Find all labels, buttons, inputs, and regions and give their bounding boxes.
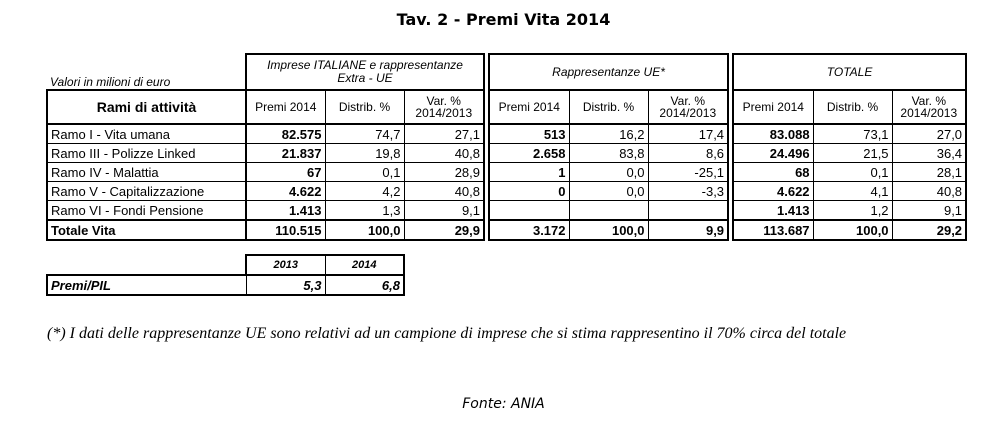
table-cell: 4,2 (325, 182, 404, 201)
row-label: Ramo V - Capitalizzazione (47, 182, 246, 201)
pil-value-2013: 5,3 (246, 275, 325, 295)
table-cell: 1.413 (246, 201, 325, 221)
col-header-var-line1: Var. % (911, 94, 947, 108)
col-header-var-line1: Var. % (426, 94, 461, 108)
table-cell: 17,4 (648, 124, 728, 144)
table-cell: 0,0 (569, 182, 648, 201)
table-cell (569, 201, 648, 221)
table-cell (648, 201, 728, 221)
col-header-totale-var (892, 90, 966, 124)
table-cell: 1 (489, 163, 569, 182)
table-cell: 3.172 (489, 220, 569, 240)
table-cell: 40,8 (404, 182, 484, 201)
table-cell: 113.687 (733, 220, 813, 240)
pil-year-2013: 2013 (246, 255, 325, 275)
col-header-ue-distrib: Distrib. % (569, 90, 648, 124)
table-cell: -3,3 (648, 182, 728, 201)
table-cell: 36,4 (892, 144, 966, 163)
table-cell: 68 (733, 163, 813, 182)
table-cell: 100,0 (325, 220, 404, 240)
table-cell: 29,9 (404, 220, 484, 240)
table-cell: 40,8 (404, 144, 484, 163)
table-row (47, 182, 966, 201)
col-header-italiane-premi: Premi 2014 (246, 90, 325, 124)
table-cell: -25,1 (648, 163, 728, 182)
table-cell: 9,9 (648, 220, 728, 240)
pil-value-2014: 6,8 (325, 275, 404, 295)
premi-pil-table (46, 254, 405, 296)
table-title: Tav. 2 - Premi Vita 2014 (396, 10, 611, 29)
group-header-italiane-line1: Imprese ITALIANE e rappresentanze (267, 58, 463, 72)
table-cell: 0,1 (813, 163, 892, 182)
col-header-var-line2: 2014/2013 (900, 106, 958, 120)
table-cell: 19,8 (325, 144, 404, 163)
table-cell (489, 201, 569, 221)
group-header-italiane (246, 54, 484, 90)
total-row (47, 220, 966, 240)
col-header-ue-premi: Premi 2014 (489, 90, 569, 124)
table-cell: 67 (246, 163, 325, 182)
table-cell: 28,9 (404, 163, 484, 182)
table-cell: 16,2 (569, 124, 648, 144)
table-cell: 24.496 (733, 144, 813, 163)
table-cell: 110.515 (246, 220, 325, 240)
table-cell: 1.413 (733, 201, 813, 221)
group-header-ue: Rappresentanze UE* (489, 54, 728, 90)
table-cell: 21.837 (246, 144, 325, 163)
table-cell: 83,8 (569, 144, 648, 163)
total-label: Totale Vita (47, 220, 246, 240)
col-header-var-line2: 2014/2013 (659, 106, 717, 120)
table-cell: 100,0 (569, 220, 648, 240)
table-cell: 73,1 (813, 124, 892, 144)
group-header-italiane-line2: Extra - UE (337, 71, 393, 85)
col-header-italiane-distrib: Distrib. % (325, 90, 404, 124)
table-cell: 4.622 (733, 182, 813, 201)
table-row (47, 163, 966, 182)
table-cell: 21,5 (813, 144, 892, 163)
row-label: Ramo III - Polizze Linked (47, 144, 246, 163)
table-cell: 29,2 (892, 220, 966, 240)
row-label: Ramo VI - Fondi Pensione (47, 201, 246, 221)
table-cell: 82.575 (246, 124, 325, 144)
premi-vita-table (46, 53, 967, 241)
table-cell: 40,8 (892, 182, 966, 201)
col-header-italiane-var (404, 90, 484, 124)
table-cell: 0,1 (325, 163, 404, 182)
units-label: Valori in milioni di euro (50, 75, 171, 89)
table-cell: 83.088 (733, 124, 813, 144)
table-cell: 27,0 (892, 124, 966, 144)
table-cell: 0,0 (569, 163, 648, 182)
col-header-var-line2: 2014/2013 (415, 106, 473, 120)
pil-year-2014: 2014 (325, 255, 404, 275)
col-header-totale-distrib: Distrib. % (813, 90, 892, 124)
table-cell: 1,2 (813, 201, 892, 221)
table-cell: 8,6 (648, 144, 728, 163)
group-header-totale: TOTALE (733, 54, 966, 90)
pil-label: Premi/PIL (47, 275, 246, 295)
table-row (47, 124, 966, 144)
table-cell: 100,0 (813, 220, 892, 240)
col-header-var-line1: Var. % (670, 94, 706, 108)
table-cell: 2.658 (489, 144, 569, 163)
table-cell: 28,1 (892, 163, 966, 182)
table-cell: 74,7 (325, 124, 404, 144)
table-row (47, 201, 966, 221)
table-cell: 9,1 (404, 201, 484, 221)
col-header-ue-var (648, 90, 728, 124)
table-cell: 4,1 (813, 182, 892, 201)
table-cell: 27,1 (404, 124, 484, 144)
footnote: (*) I dati delle rappresentanze UE sono relativi ad un campione di imprese che si stima rappresentino il 70% circa del totale (47, 325, 847, 342)
row-label: Ramo IV - Malattia (47, 163, 246, 182)
table-cell: 1,3 (325, 201, 404, 221)
rami-header: Rami di attività (47, 90, 246, 124)
table-cell: 513 (489, 124, 569, 144)
table-cell: 4.622 (246, 182, 325, 201)
source-label: Fonte: ANIA (462, 396, 545, 412)
col-header-totale-premi: Premi 2014 (733, 90, 813, 124)
table-row (47, 144, 966, 163)
row-label: Ramo I - Vita umana (47, 124, 246, 144)
table-cell: 9,1 (892, 201, 966, 221)
table-cell: 0 (489, 182, 569, 201)
